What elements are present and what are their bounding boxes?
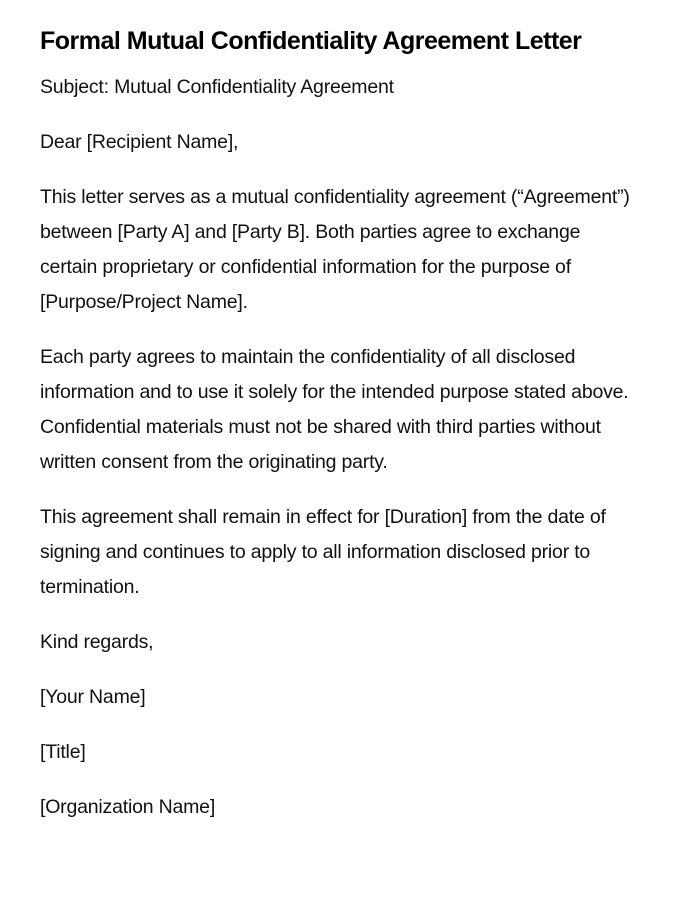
signature-organization: [Organization Name] xyxy=(40,796,216,818)
signature-title: [Title] xyxy=(40,741,86,763)
closing: Kind regards, xyxy=(40,631,154,653)
subject-line: Subject: Mutual Confidentiality Agreement xyxy=(40,76,394,98)
salutation: Dear [Recipient Name], xyxy=(40,131,239,153)
document-title: Formal Mutual Confidentiality Agreement Letter xyxy=(40,27,582,55)
letter-document xyxy=(40,24,640,845)
body-paragraph-1: This letter serves as a mutual confidentiality agreement (“Agreement”) between [Party A] and [Party B]. Both parties agree to exchange certain proprietary or confidential information for the purpose of [Purpose/Project Name]. xyxy=(40,186,630,313)
body-paragraph-3: This agreement shall remain in effect for [Duration] from the date of signing and continues to apply to all information disclosed prior to termination. xyxy=(40,506,606,598)
signature-name: [Your Name] xyxy=(40,686,146,708)
body-paragraph-2: Each party agrees to maintain the confidentiality of all disclosed information and to use it solely for the intended purpose stated above. Confidential materials must not be shared with third parties without written consent from the originating party. xyxy=(40,346,629,473)
